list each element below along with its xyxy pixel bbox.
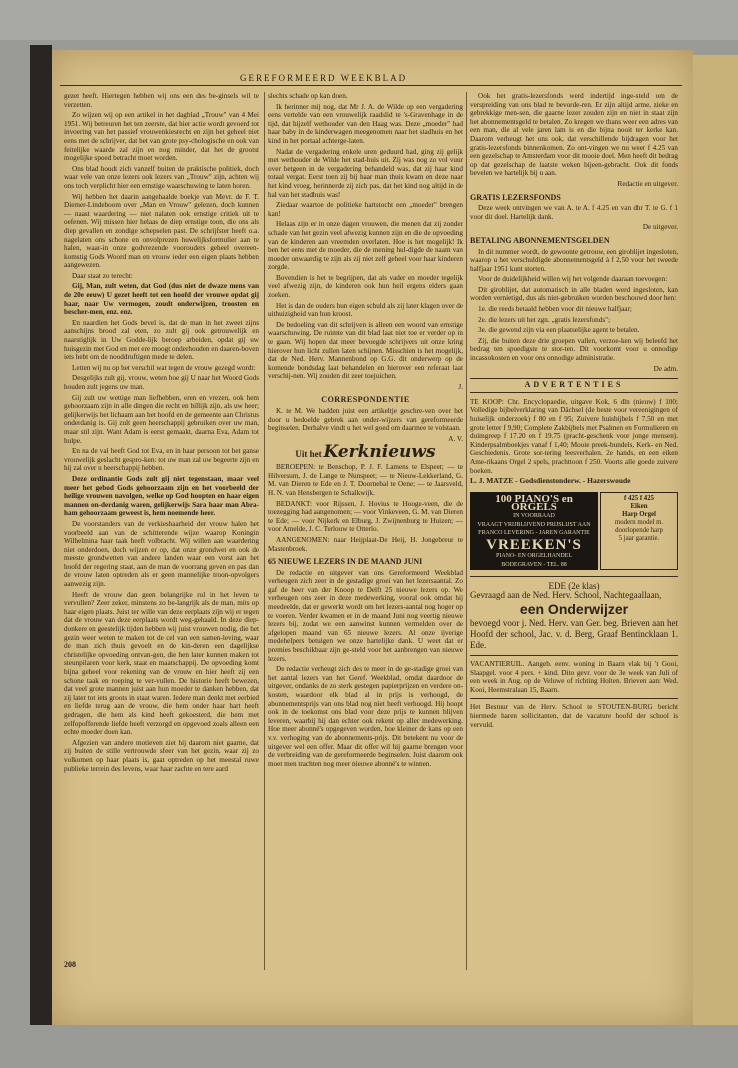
piano-ad-sub: VRAAGT VRIJBLIJVEND PRIJSLIJST AAN: [477, 521, 591, 528]
paragraph: Heeft de vrouw dan geen belangrijke rol in het leven te vervullen? Zeer zeker, minstens zo be-langrijk als de man, mits op haar eigen plaats. Juist ter wille van deze eerplaats zijn wij er tegen dat de vrouw van deze eerplaats wordt weg-gehaald. In deze diep-donkere en geestelijk tijden hebben wij juist vrouwen nodig, die het gezin weer weten te maken tot de cel van een samen-leving, waar de man zich thuis gevoelt en de kin-deren een dagelijkse christelijke opvoeding ontvan-gen, die hen later kunnen maken tot steunpilaren voor kerk, staat en maatschappij. De opvoeding komt bijna geheel voor rekening van de vrouw en hier heeft zij een schone taak en roeping te ver-vullen. De historie heeft bewezen, dat veel grote mannen juist aan hun moeder te danken hebben, dat zij later tot iets groots in staat waren. Iedere man denkt met eerbied en liefde terug aan de vrouw, die hem onder haar hart heeft gedragen, die hem als kind heeft gekoesterd, die hem met zelfopofferende liefde heeft verzorgd en opgevoed zoals alleen een echte moeder doen kan.: [64, 590, 260, 737]
piano-side-line: modern model m. doorlopende harp: [614, 518, 664, 534]
paragraph: Zo wijzen wij op een artikel in het dagblad „Trouw" van 4 Mei 1951. Wij betreuren het ten zeerste, dat hier actie wordt gevoerd tot invoering van het passief vrouwenkiesrecht en zijn het geheel niet eens met de schrijver, dat het van grote psy-chologische en ook van feitelijke waarde zal zijn en nog minder, dat het de grootst mogelijke spoed betracht moet worden.: [64, 111, 259, 163]
paragraph: Deze ordinantie Gods zult gij niet tegenstaan, maar veel meer het gebod Gods gehoorzaam zijn en het voorbeeld der heilige vrouwen navolgen, welke op God hoopten en haar eigen mannen on-derdanig waren, gelijkerwijs Sara haar man Abra-ham gehoorzaam geweest is, hem noemende heer.: [64, 474, 259, 518]
paragraph: Deze week ontvingen we van A. te A. f 4.25 en van dhr T. te G. f 1 voor dit doel. Hartelijk dank.: [470, 204, 678, 221]
ad-ede-heading: EDE (2e klas): [548, 580, 600, 591]
signature: De adm.: [653, 364, 678, 373]
paragraph: Afgezien van andere motieven ziet hij daarom niet gaarne, dat zij buiten de stille vertrouwde sfeer van het gezin, waar zij zo volkomen op haar plaats is, gaat optreden op het meestal ruwe publieke terrein des levens, waar haar zachte en tere aard: [64, 738, 259, 773]
ad-vacantieruil: VACANTIERUIL. Aangeb. eenv. woning in Baarn vlak bij 't Gooi, Slaapgel. voor 4 pers. + kind. Dito gevr. voor de 3e week van Juli of een week in Aug. op de Veluwe of richting Holten. Brieven aan: Wed. Kooi, Heemstralaan 15, Baarn.: [470, 659, 678, 694]
paragraph: De bedoeling van dit schrijven is alleen een woord van ernstige waarschuwing. De ruimte van dit blad laat niet toe er verder op in te gaan. Wij hopen dat meer bevoegde schrijvers uit onze kring hierover hun licht zullen laten schijnen. Misschien is het mogelijk, dat de Ned. Herv. Mannenbond op G.G. dit onderwerp op de komende bondsdag laat behandelen en hierover een referaat laat verschij-nen. Wij zouden dit zeer toejuichen.: [268, 320, 463, 381]
paragraph: Daar staat zo terecht:: [72, 271, 133, 280]
paragraph: Wij hebben het daarin aangehaalde boekje van Mevr. de F. T. Diemer-Lindeboom over „Man en Vrouw" gelezen, doch kunnen — naast waardering — niet nalaten ook ernstige critiek uit te oefenen. Wij missen hier helaas de diep ernstige toon, die ons als diep gevallen en zondige schepselen past. De schrijfster heeft o.a. nagelaten ons schone en onvolprezen huwelijksformulier aan te halen, waar-in onze godvrezende voorouders geheel overeen-komstig Gods Woord man en vrouw ieder een eigen plaats hebben aangewezen.: [64, 192, 259, 270]
paragraph: Gij, Man, zult weten, dat God (dus niet de dwaze mens van de 20e eeuw) U gezet heeft tot een hoofd der vrouwe opdat gij haar, naar Uw vermogen, zoudt onderwijzen, troosten en bescher-men, enz. enz.: [64, 282, 259, 317]
piano-price: f 425 f 425: [623, 494, 654, 502]
paragraph: 3e. die gewend zijn via een plaatselijke agent te betalen.: [478, 326, 640, 335]
page-number: 208: [64, 960, 76, 969]
section-heading-correspondentie: CORRESPONDENTIE: [321, 394, 410, 404]
piano-ad-sub: FRANCO LEVERING - JAREN GARANTIE: [478, 530, 590, 537]
paragraph: AANGENOMEN: naar Heijplaat-De Heij, H. Jongebreur te Mastenbroek.: [268, 535, 463, 553]
divider: [470, 576, 678, 577]
section-heading-betaling: BETALING ABONNEMENTSGELDEN: [470, 235, 610, 245]
piano-ad-top: 100 PIANO'S en ORGELS: [495, 492, 573, 514]
piano-ad-side: [600, 492, 678, 570]
paragraph: Ik herinner mij nog, dat Mr J. A. de Wilde op een vergadering eens vertelde van een vrouwelijk raadslid te 's-Gravenhage in de tijd, dat hijzelf wethouder van den Haag was. Deze „moeder" had haar baby in de kinderwagen meegenomen naar het stadhuis en het kind in het portaal achterge-laten.: [268, 102, 463, 145]
column-3: [470, 92, 678, 731]
paragraph: Bovendien is het te begrijpen, dat als vader en moeder tegelijk veel afwezig zijn, de kinderen ook hun heil ergens elders gaan zoeken.: [268, 273, 463, 300]
paragraph: Helaas zijn er in onze dagen vrouwen, die menen dat zij zonder schade van het gezin veel afwezig kunnen zijn en die de opvoeding van de kinderen aan vreemden overlaten. Hoe is het mogelijk! Ik ben het eens met de moeder, die de mening hul-digde de naam van moeder onwaardig te zijn als zij niet zelf geheel voor haar kinderen zorgde.: [268, 220, 463, 272]
kerknieuws-heading: [268, 441, 463, 462]
kerknieuws-title: Kerknieuws: [323, 441, 436, 462]
paragraph: Voor de duidelijkheid willen wij het volgende daaraan toevoegen:: [478, 275, 668, 284]
scan-background: [0, 0, 738, 40]
piano-ad-brand: VREEKEN'S: [486, 536, 582, 553]
signature: J.: [458, 383, 463, 391]
paragraph: Ons blad houdt zich vanzelf buiten de praktische politiek, doch waar vele van onze lezers ook lezers van „Trouw" zijn, achten wij ons toch verplicht hier een ernstige waarschuwing te laten horen.: [64, 164, 259, 190]
ad-bevoegd: bevoegd voor j. Ned. Herv. van Ger. beg. Brieven aan het Hoofd der school, Jac. v. d. Berg, Graaf Bentincklaan 1. Ede.: [470, 617, 678, 650]
paragraph: Ziedaar waartoe de politieke hartstocht een „moeder" brengen kan!: [268, 201, 463, 218]
piano-ad-sub: PIANO- EN ORGELHANDEL: [496, 553, 572, 560]
ad-te-koop: TE KOOP: Chr. Encyclopaedie, uitgave Kok, 6 dln (nieuw) f 100; Volledige bijbelverklaring van Dächsel (de beste voor vereenigingen of huiselijk onderzoek) f 80 en f 95; Zuivere huisbijbels f 7.50 en met grote letter f 9,90; Complete Zakbijbels met Psalmen en Formulieren en duimgreep f 17.20 en f 19.75 (pracht-geschenk voor jonge mensen). Kinderpsalmboekjes vanaf f 1,40; Mooie preek-bundels, Kerk- en Ned. Geschiedenis. Grote sor-tering leesverhalen. 2e hands, en een eiken Ame-rikaans Orgel 2 spels, prachttoon f 250. Voorts alle goede zuivere boeken.: [470, 397, 678, 475]
page-header: GEREFORMEERD WEEKBLAD: [240, 73, 408, 83]
column-divider: [466, 92, 467, 970]
header-rule: [60, 85, 682, 86]
divider: [470, 655, 678, 656]
divider: [470, 698, 678, 699]
piano-ad-sub: IN VOORRAAD: [513, 512, 555, 519]
paragraph: Zij, die buiten deze drie groepen vallen, verzoe-ken wij beleefd het bedrag ten spoedigste te stor-ten. Dit voorkomt voor u onnodige incassokosten en voor ons onnodige administratie.: [470, 336, 678, 363]
paragraph: In dit nummer wordt, de gewoonte getrouw, een giroblijet ingesloten, waarop u het verschuldigde abonnementsgeld à f 2,50 voor het tweede halfjaar 1951 kunt storten.: [470, 247, 678, 273]
ad-onderwijzer: een Onderwijzer: [519, 601, 629, 618]
ad-bestuur: Het Bestuur van de Herv. School te STOUTEN-BURG bericht hiermede haren sollicitanten, dat de vacature hoofd der school is vervuld.: [470, 703, 678, 729]
column-divider: [264, 92, 265, 970]
kerknieuws-prefix: Uit het: [295, 448, 322, 459]
paragraph: Dit giroblijet, dat automatisch in alle bladen werd ingesloten, kan worden vernietigd, dus als niet-gebruiken worden beschouwd door hen:: [470, 285, 678, 303]
signature: A. V.: [448, 434, 463, 443]
column-1: [64, 92, 259, 775]
paragraph: De redactie en uitgever van ons Gereformeerd Weekblad verheugen zich zeer in de gestadige groei van het lezersaantal. Zo gaf de heer van der Knoop te Delft 25 nieuwe lezers op. We verheugen ons zeer in deze medewerking, vooral ook omdat hij meedeelde, dat er gewerkt wordt om het lezers-aantal nog hoger op te voeren. Verder kwamen er in de maand Juni nog veertig nieuwe lezers bij, zodat we een aanwinst kunnen vermelden over de afgelopen maand van 65 nieuwe lezers. Al onze ijverige medehelpers betuigen we onze hartelijke dank. U weet dat er premies beschikbaar zijn ge-steld voor het aanbrengen van nieuwe lezers.: [268, 568, 463, 663]
book-binding: [30, 45, 52, 1025]
facing-page-edge: [690, 55, 738, 1025]
section-heading-gratis: GRATIS LEZERSFONDS: [470, 192, 561, 202]
signature: De uitgever.: [642, 223, 678, 232]
paragraph: En naardien het Gods bevel is, dat de man in het zweet zijns aanschijns brood zal eten, zo zult gij ook getrouwelijk en naarstiglijk in Uw Godde-lijk beroep arbeiden, opdat gij uw huisgezin met God en met ere moogt onderhouden en daaren-boven iets hebt om de nooddruftigen mede te delen.: [64, 318, 259, 362]
advertenties-banner: ADVERTENTIES: [470, 378, 678, 393]
piano-ad-sub: BODEGRAVEN - TEL. 88: [501, 561, 567, 568]
signature: Redactie en uitgever.: [617, 179, 678, 188]
paragraph: De redactie verheugt zich des te meer in de ge-stadige groei van het aantal lezers van het Geref. Weekblad, omdat daardoor de uitgever, ondanks de zo sterk gestegen papierprijzen en verdere on-kosten, waardoor elk blad al in prijs is verhoogd, de abonnementsprijs van ons blad nog niet heeft verhoogd. Hij hoopt ook in de toekomst ons blad voor deze prijs te kunnen blijven leveren, waarbij hij dan echter ook rekent op aller medewerking. Hoe meer abonné's opgegeven worden, hoe kleiner de kans op een v.v. verhoging van de abonnements-prijs. Dit betekent nu voor de uitgever wel een offer. Maar dit offer wil hij gaarne brengen voor de verbreiding van de gereformeerde beginselen. Juist daarom ook moet men trachten nog meer nieuwe abonné's te winnen.: [268, 665, 463, 768]
ad-piano: [470, 492, 678, 570]
paragraph: 2e. die lezers uit het zgn. „gratis lezersfonds";: [478, 315, 611, 324]
paragraph: Gij zult uw wettige man liefhebben, eren en vrezen, ook hem gehoorzaam zijn in alle dingen die recht en billijk zijn, als uw heer; gelijkerwijs het lichaam aan het hoofd en de gemeente aan Christus onderdanig is. Gij zult geen heerschappij gebruiken over uw man, maar stil zijn. Want Adam is eerst gemaakt, daarna Eva, Adam tot hulpe.: [64, 393, 259, 445]
section-heading-lezers: 65 NIEUWE LEZERS IN DE MAAND JUNI: [268, 557, 423, 567]
paragraph: Nadat de vergadering enkele uren geduurd had, ging zij gelijk met wethouder de Wilde het stad-huis uit. Zij was nog zo vol vuur over hetgeen in de vergadering behandeld was, dat zij haar kind totaal vergat. Eerst toen zij bij haar man thuis kwam en deze naar het kind vroeg, herinnerde zij zich pas, dat het kind nog altijd in de hal van het stadhuis was!: [268, 147, 463, 199]
paragraph: BEROEPEN: te Benschop, P. J. F. Lamens te Elspeet; — te Hilversum, J. de Lange te Nunspeet; — te Nieuw-Lekkerland, G. M. van Dieren te Ede en J. T. Doornebal te Oene; — te Jaarsveld, H. N. van Hensbergen te Schalkwijk.: [268, 463, 463, 497]
paragraph: slechts schade op kan doen.: [268, 92, 348, 100]
paragraph: K. te M. We hadden juist een artikeltje geschre-ven over het door u bedoelde gebrek aan onder-wijzers van gereformeerde beginselen. Derhalve vindt u het wel goed om daarmee te volstaan.: [268, 407, 463, 433]
paragraph: BEDANKT: voor Rijssen, J. Hovius te Hooge-veen, die de toezegging had aangenomen; — voor Vinkeveen, G. M. van Dieren te Ede; — voor Nijkerk en Elburg, J. Zwijnenburg te Huizen; — voor Amelde, J. C. Terlouw te Otterlo.: [268, 499, 463, 534]
paragraph: De voorstanders van de verkiesbaarheid der vrouw halen het voorbeeld aan van de schitterende wijze waarop Koningin Wilhelmina haar taak heeft volbracht. Wij willen aan waardering niet onderdoen, doch wijzen er op, dat onze grondwet en ook de meeste grondwetten van andere landen waar een vorst aan het hoofd der regering staat, aan de man de voorrang geven en pas dan de vrouw laten optreden als er geen mannelijke troon-opvolgers aanwezig zijn.: [64, 519, 259, 589]
paragraph: Ook het gratis-lezersfonds werd indertijd inge-steld om de verspreiding van ons blad te bevorde-ren. Er zijn altijd arme, zieke en gebrekkige men-sen, die gaarne lezer zouden zijn en niet in staat zijn het abonnementsgeld te betalen. Zo kregen we thans weer een adres van een man, die al vele jaren lam is en die bijna nooit ter kerke kan. Daarom verheugt het ons ook, dat verschillende bijdragen voor het gratis-lezersfonds binnenkomen. Zo ont-vingen we nu weer f 4.25 van een gezelschap te Amsterdam voor dit mooie doel. Men heeft dit bedrag op dat gezelschap de laatste weken bijeen-gebracht. Ook dit fonds bevelen we hartelijk bij u aan.: [470, 92, 678, 178]
paragraph: gezet heeft. Hiertegen hebben wij ons een des be-ginsels wil te verzetten.: [64, 92, 259, 109]
paragraph: En na de val heeft God tot Eva, en in haar persoon tot het ganse vrouwelijk geslacht gespro-ken: tot uw man zal uw begeerte zijn en hij zal over u heerschappij hebben.: [64, 447, 259, 473]
ad-matze: L. J. MATZE - Godsdienstonderw. - Hazerswoude: [470, 476, 631, 486]
piano-side-line: 5 jaar garantie.: [618, 534, 660, 542]
paragraph: 1e. die reeds betaald hebben voor dit nieuwe halfjaar;: [478, 305, 632, 314]
paragraph: Desgelijks zult gij, vrouw, weten hoe gij U naar het Woord Gods houden zult jegens uw man.: [64, 374, 259, 391]
ad-gevraagd: Gevraagd aan de Ned. Herv. School, Nachtegaallaan,: [470, 590, 662, 601]
piano-side-line: Eiken: [630, 502, 648, 510]
column-2: [268, 92, 463, 770]
piano-side-line: Harp Orgel: [622, 510, 656, 518]
paragraph: Het is dan de ouders hun eigen schuld als zij later klagen over de uithuizigheid van hun kroost.: [268, 301, 463, 319]
piano-ad-box: [470, 492, 598, 570]
paragraph: Letten wij nu op het verschil wat tegen de vrouw gezegd wordt:: [72, 363, 256, 372]
